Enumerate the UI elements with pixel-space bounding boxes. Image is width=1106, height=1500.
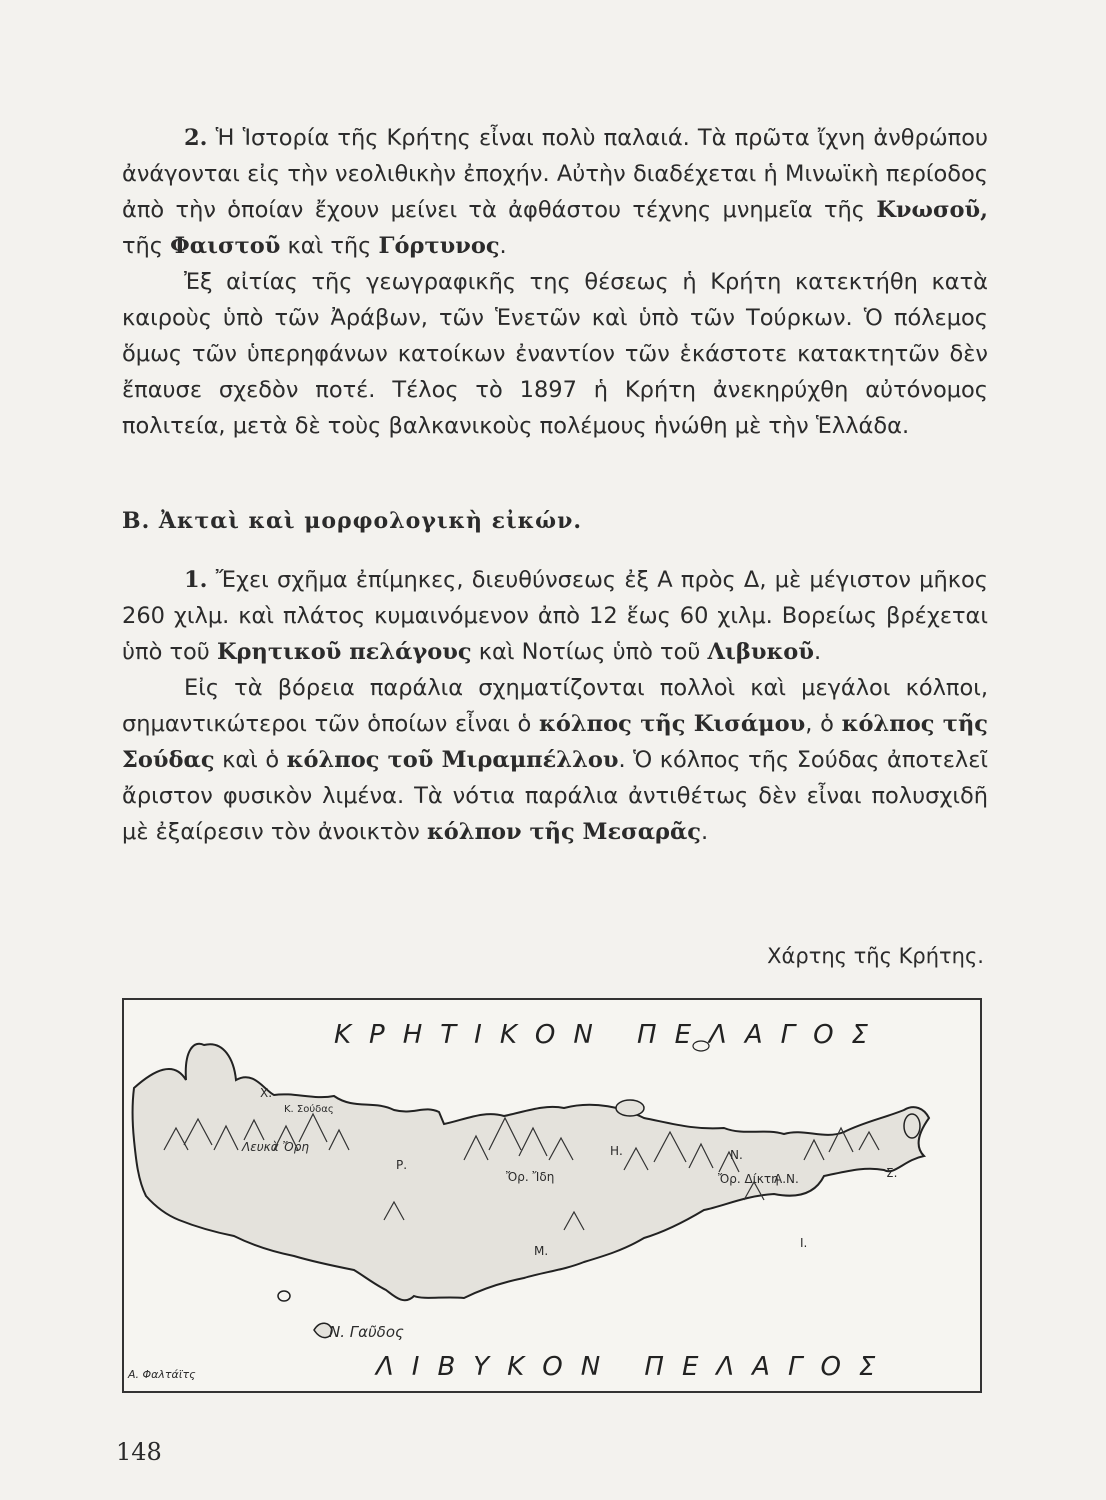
gulfs-paragraph: Εἰς τὰ βόρεια παράλια σχηματίζονται πολλοὶ καὶ μεγάλοι κόλποι, σημαντικώτεροι τῶν ὁποίων εἶναι ὁ κόλπος τῆς Κισάμου, ὁ κόλπος τῆς Σούδας καὶ ὁ κόλπος τοῦ Μιραμπέλλου. Ὁ κόλπος τῆς Σούδας ἀποτελεῖ ἄριστον φυσικὸν λιμένα. Τὰ νότια παράλια ἀντιθέτως δὲν εἶναι πολυσχιδῆ μὲ ἐξαίρεσιν τὸν ἀνοικτὸν κόλπον τῆς Μεσαρᾶς. xyxy=(122,675,989,845)
gavdos-label: Ν. Γαῦδος xyxy=(329,1323,404,1341)
artist-signature: Α. Φαλτάϊτς xyxy=(128,1368,196,1381)
map-label-m: Μ. xyxy=(534,1244,549,1258)
map-caption: Χάρτης τῆς Κρήτης. xyxy=(767,944,984,968)
map-label-h: Η. xyxy=(610,1144,623,1158)
map-label-n: Ν. xyxy=(730,1148,743,1162)
page-number: 148 xyxy=(116,1438,162,1466)
section-2-text xyxy=(122,120,988,444)
map-label-s: Σ. xyxy=(886,1166,898,1180)
map-label-r: Ρ. xyxy=(396,1158,408,1172)
map-label-lefka: Λευκὰ Ὄρη xyxy=(242,1140,309,1154)
map-label-x: Χ. xyxy=(260,1086,273,1100)
map-label-an: Α.Ν. xyxy=(774,1172,799,1186)
map-label-dikti: Ὄρ. Δίκτη xyxy=(718,1172,779,1186)
islet-dia xyxy=(904,1114,920,1138)
islet-north xyxy=(616,1100,644,1116)
map-label-i: Ι. xyxy=(800,1236,808,1250)
history-paragraph: 2. Ἡ Ἱστορία τῆς Κρήτης εἶναι πολὺ παλαιά. Τὰ πρῶτα ἴχνη ἀνθρώπου ἀνάγονται εἰς τὴν νεολιθικὴν ἐποχήν. Αὐτὴν διαδέχεται ἡ Μινωϊκὴ περίοδος ἀπὸ τὴν ὁποίαν ἔχουν μείνει τὰ ἀφθάστου τέχνης μνημεῖα τῆς Κνωσοῦ, τῆς Φαιστοῦ καὶ τῆς Γόρτυνος. xyxy=(122,125,988,259)
map-label-ida: Ὄρ. Ἴδη xyxy=(506,1170,555,1184)
shape-paragraph: 1. Ἔχει σχῆμα ἐπίμηκες, διευθύνσεως ἐξ Α πρὸς Δ, μὲ μέγιστον μῆκος 260 χιλμ. καὶ πλάτος κυμαινόμενον ἀπὸ 12 ἕως 60 χιλμ. Βορείως βρέχεται ὑπὸ τοῦ Κρητικοῦ πελάγους καὶ Νοτίως ὑπὸ τοῦ Λιβυκοῦ. xyxy=(122,567,988,665)
crete-outline-drawing xyxy=(124,1000,980,1391)
conquest-paragraph: Ἐξ αἰτίας τῆς γεωγραφικῆς της θέσεως ἡ Κρήτη κατεκτήθη κατὰ καιροὺς ὑπὸ τῶν Ἀράβων, τῶν Ἑνετῶν καὶ ὑπὸ τῶν Τούρκων. Ὁ πόλεμος ὅμως τῶν ὑπερηφάνων κατοίκων ἐναντίον τῶν ἑκάστοτε κατακτητῶν δὲν ἔπαυσε σχεδὸν ποτέ. Τέλος τὸ 1897 ἡ Κρήτη ἀνεκηρύχθη αὐτόνομος πολιτεία, μετὰ δὲ τοὺς βαλκανικοὺς πολέμους ἡνώθη μὲ τὴν Ἑλλάδα. xyxy=(122,269,988,439)
crete-map xyxy=(122,998,982,1393)
section-1-text xyxy=(122,562,988,850)
section-heading: Β. Ἀκταὶ καὶ μορφολογικὴ εἰκών. xyxy=(122,508,583,534)
north-sea-label: ΚΡΗΤΙΚΟΝ ΠΕΛΑΓΟΣ xyxy=(334,1020,886,1050)
islet-south xyxy=(278,1291,290,1301)
map-label-souda: Κ. Σούδας xyxy=(284,1104,334,1115)
south-sea-label: ΛΙΒΥΚΟΝ ΠΕΛΑΓΟΣ xyxy=(376,1352,894,1382)
